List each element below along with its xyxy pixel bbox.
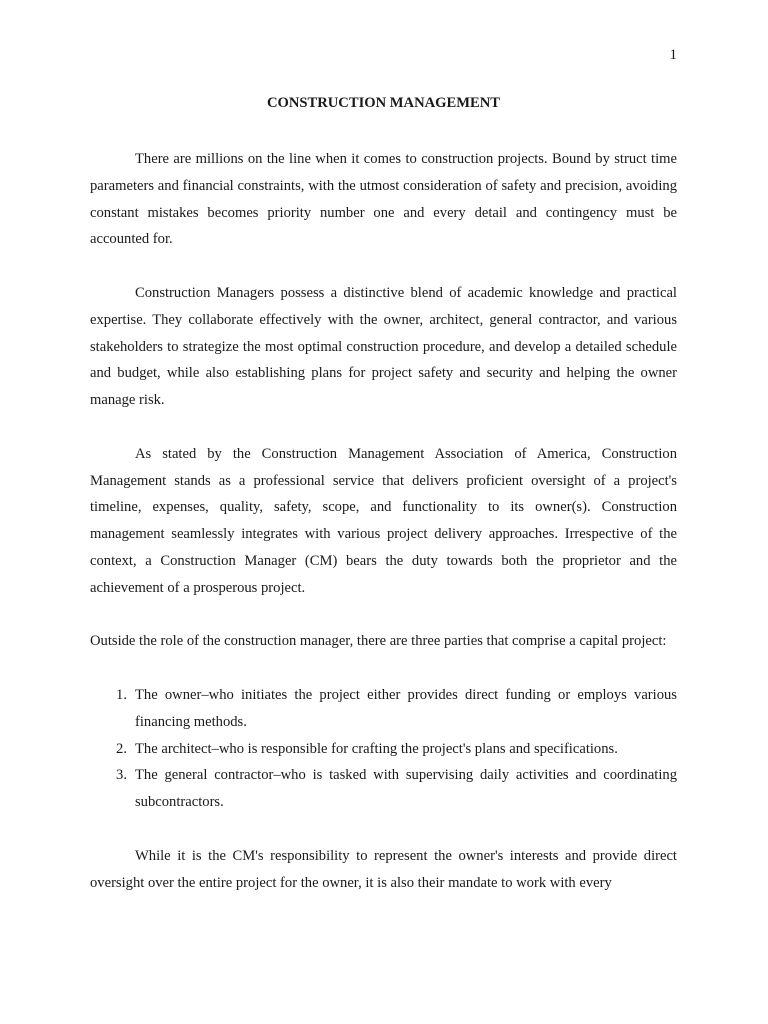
document-body: [90, 94, 677, 896]
paragraph-intro: There are millions on the line when it comes to construction projects. Bound by struct time parameters and financial constraints, with the utmost consideration of safety and precision, avoiding constant mistakes becomes priority number one and every detail and contingency must be accounted for.: [90, 151, 677, 248]
list-item-number: 2.: [116, 740, 127, 757]
page-number: 1: [669, 47, 677, 63]
document-title: CONSTRUCTION MANAGEMENT: [266, 95, 501, 111]
paragraph-cm-responsibility: While it is the CM's responsibility to represent the owner's interests and provide direct oversight over the entire project for the owner, it is also their mandate to work with every: [90, 847, 677, 891]
list-item-number: 1.: [116, 686, 127, 703]
list-item-text: The architect–who is responsible for crafting the project's plans and specifications.: [135, 740, 618, 757]
list-item: [90, 762, 677, 816]
paragraph-construction-managers: Construction Managers possess a distinctive blend of academic knowledge and practical expertise. They collaborate effectively with the owner, architect, general contractor, and various stakeholders to strategize the most optimal construction procedure, and develop a detailed schedule and budget, while also establishing plans for project safety and security and helping the owner manage risk.: [90, 284, 677, 409]
parties-list: [90, 682, 677, 816]
list-item: [90, 682, 677, 736]
list-item-text: The owner–who initiates the project either provides direct funding or employs various financing methods.: [135, 686, 677, 730]
list-item-number: 3.: [116, 767, 127, 784]
paragraph-three-parties: Outside the role of the construction manager, there are three parties that comprise a capital project:: [90, 633, 667, 650]
list-item-text: The general contractor–who is tasked with supervising daily activities and coordinating subcontractors.: [135, 767, 677, 811]
paragraph-cmaa-definition: As stated by the Construction Management Association of America, Construction Management stands as a professional service that delivers proficient oversight of a project's timeline, expenses, quality, safety, scope, and functionality to its owner(s). Construction management seamlessly integrates with various project delivery approaches. Irrespective of the context, a Construction Manager (CM) bears the duty towards both the proprietor and the achievement of a prosperous project.: [90, 445, 677, 596]
list-item: [90, 736, 677, 763]
